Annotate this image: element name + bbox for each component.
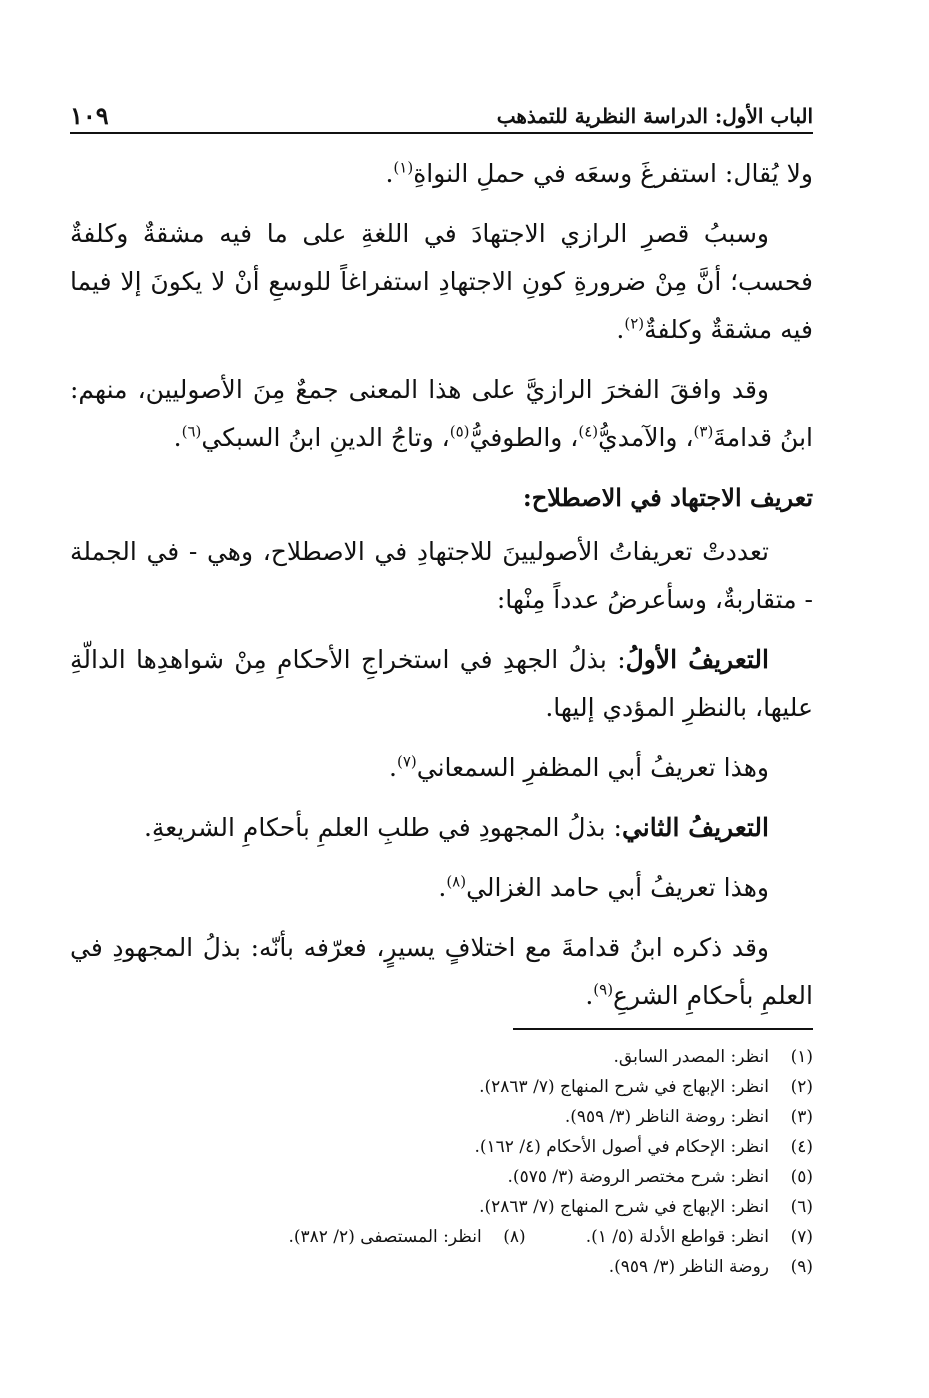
running-header (70, 98, 813, 134)
footnote-text: انظر: روضة الناظر (٣/ ٩٥٩). (564, 1107, 769, 1127)
paragraph-text: وهذا تعريفُ أبي حامد الغزالي (466, 873, 769, 902)
footnote-item (150, 1102, 813, 1132)
footnote-gap (526, 1222, 586, 1252)
chapter-title: الباب الأول: الدراسة النظرية للتمذهب (496, 104, 813, 128)
paragraph-3 (70, 366, 813, 462)
punct: . (585, 981, 594, 1010)
page-number: ١٠٩ (70, 101, 109, 130)
footnote-number: (٢) (790, 1077, 813, 1097)
footnote-number: (١) (790, 1047, 813, 1067)
footnote-item (150, 1042, 813, 1072)
footnote-item (150, 1072, 813, 1102)
paragraph-7 (70, 924, 813, 1020)
footnote-ref[interactable]: (٣) (693, 422, 714, 441)
footnote-text: انظر: الإبهاج في شرح المنهاج (٧/ ٢٨٦٣). (479, 1197, 769, 1217)
definition-term: التعريفُ الثاني (621, 813, 769, 842)
footnote-text: انظر: شرح مختصر الروضة (٣/ ٥٧٥). (507, 1167, 769, 1187)
footnote-item (150, 1222, 813, 1252)
footnote-number: (٣) (790, 1107, 813, 1127)
footnote-text: انظر: قواطع الأدلة (٥/ ١). (585, 1227, 769, 1247)
footnote-separator (513, 1028, 813, 1030)
footnote-text: انظر: المصدر السابق. (613, 1047, 769, 1067)
paragraph-text: ، وتاجُ الدينِ ابنُ السبكي (201, 423, 450, 452)
definition-text: : بذلُ المجهودِ في طلبِ العلمِ بأحكامِ الشريعةِ. (143, 813, 622, 842)
definition-term: التعريفُ الأولُ (625, 645, 769, 674)
paragraph-text: وهذا تعريفُ أبي المظفرِ السمعاني (416, 753, 769, 782)
footnote-ref[interactable]: (٢) (624, 314, 645, 333)
footnote-item (150, 1252, 813, 1282)
punct: . (389, 753, 397, 782)
paragraph-text: ولا يُقال: استفرغَ وسعَه في حملِ النواةِ (413, 159, 813, 188)
paragraph-text: وقد وافقَ الفخرَ الرازيَّ على هذا المعنى جمعٌ مِنَ الأصوليين، منهم: ابنُ قدامةَ (70, 375, 813, 452)
footnote-ref[interactable]: (٧) (396, 752, 417, 771)
footnote-ref[interactable]: (٥) (449, 422, 470, 441)
definition-2 (70, 804, 813, 852)
footnotes (150, 1042, 813, 1282)
footnote-ref[interactable]: (١) (393, 158, 414, 177)
paragraph-6 (70, 864, 813, 912)
punct: . (438, 873, 447, 902)
section-heading: تعريف الاجتهاد في الاصطلاح: (522, 483, 813, 512)
definition-1 (70, 636, 813, 732)
footnote-ref[interactable]: (٦) (181, 422, 202, 441)
footnote-number: (٤) (790, 1137, 813, 1157)
paragraph-5 (70, 744, 813, 792)
paragraph-text: وسببُ قصرِ الرازي الاجتهادَ في اللغةِ على ما فيه مشقةٌ وكلفةٌ فحسب؛ أنَّ مِنْ ضرورةِ كونِ الاجتهادِ استفراغاً للوسعِ أنْ لا يكونَ إلا فيما فيه مشقةٌ وكلفةٌ (70, 219, 813, 344)
footnote-ref[interactable]: (٨) (446, 872, 467, 891)
footnote-item (150, 1132, 813, 1162)
footnote-ref[interactable]: (٩) (593, 980, 614, 999)
footnote-item (150, 1162, 813, 1192)
punct: . (385, 159, 394, 188)
footnote-number: (٧) (790, 1227, 813, 1247)
paragraph-2 (70, 210, 813, 354)
paragraph-text: ، والطوفيُّ (469, 423, 579, 452)
footnote-number: (٦) (790, 1197, 813, 1217)
main-text (70, 150, 813, 1032)
footnote-number: (٨) (503, 1227, 526, 1247)
footnote-number: (٥) (790, 1167, 813, 1187)
punct: . (173, 423, 182, 452)
punct: . (616, 315, 625, 344)
footnote-item (150, 1192, 813, 1222)
footnote-text: انظر: المستصفى (٢/ ٣٨٢). (288, 1227, 482, 1247)
definition-text: : بذلُ الجهدِ في استخراجِ الأحكامِ مِنْ شواهدِها الدالّةِ عليها، بالنظرِ المؤدي إليها. (70, 645, 813, 722)
footnote-number: (٩) (790, 1257, 813, 1277)
paragraph-4: تعددتْ تعريفاتُ الأصوليينَ للاجتهادِ في الاصطلاح، وهي - في الجملة - متقاربةٌ، وسأعرضُ عدداً مِنْها: (70, 537, 813, 614)
footnote-text: انظر: الإحكام في أصول الأحكام (٤/ ١٦٢). (474, 1137, 769, 1157)
paragraph-1 (70, 150, 813, 198)
footnote-ref[interactable]: (٤) (578, 422, 599, 441)
paragraph-text: وقد ذكره ابنُ قدامةَ مع اختلافٍ يسيرٍ، فعرّفه بأنّه: بذلُ المجهودِ في العلمِ بأحكامِ الشرعِ (70, 933, 813, 1010)
paragraph-text: ، والآمديُّ (598, 423, 694, 452)
footnote-text: انظر: الإبهاج في شرح المنهاج (٧/ ٢٨٦٣). (479, 1077, 769, 1097)
footnote-text: روضة الناظر (٣/ ٩٥٩). (608, 1257, 769, 1277)
